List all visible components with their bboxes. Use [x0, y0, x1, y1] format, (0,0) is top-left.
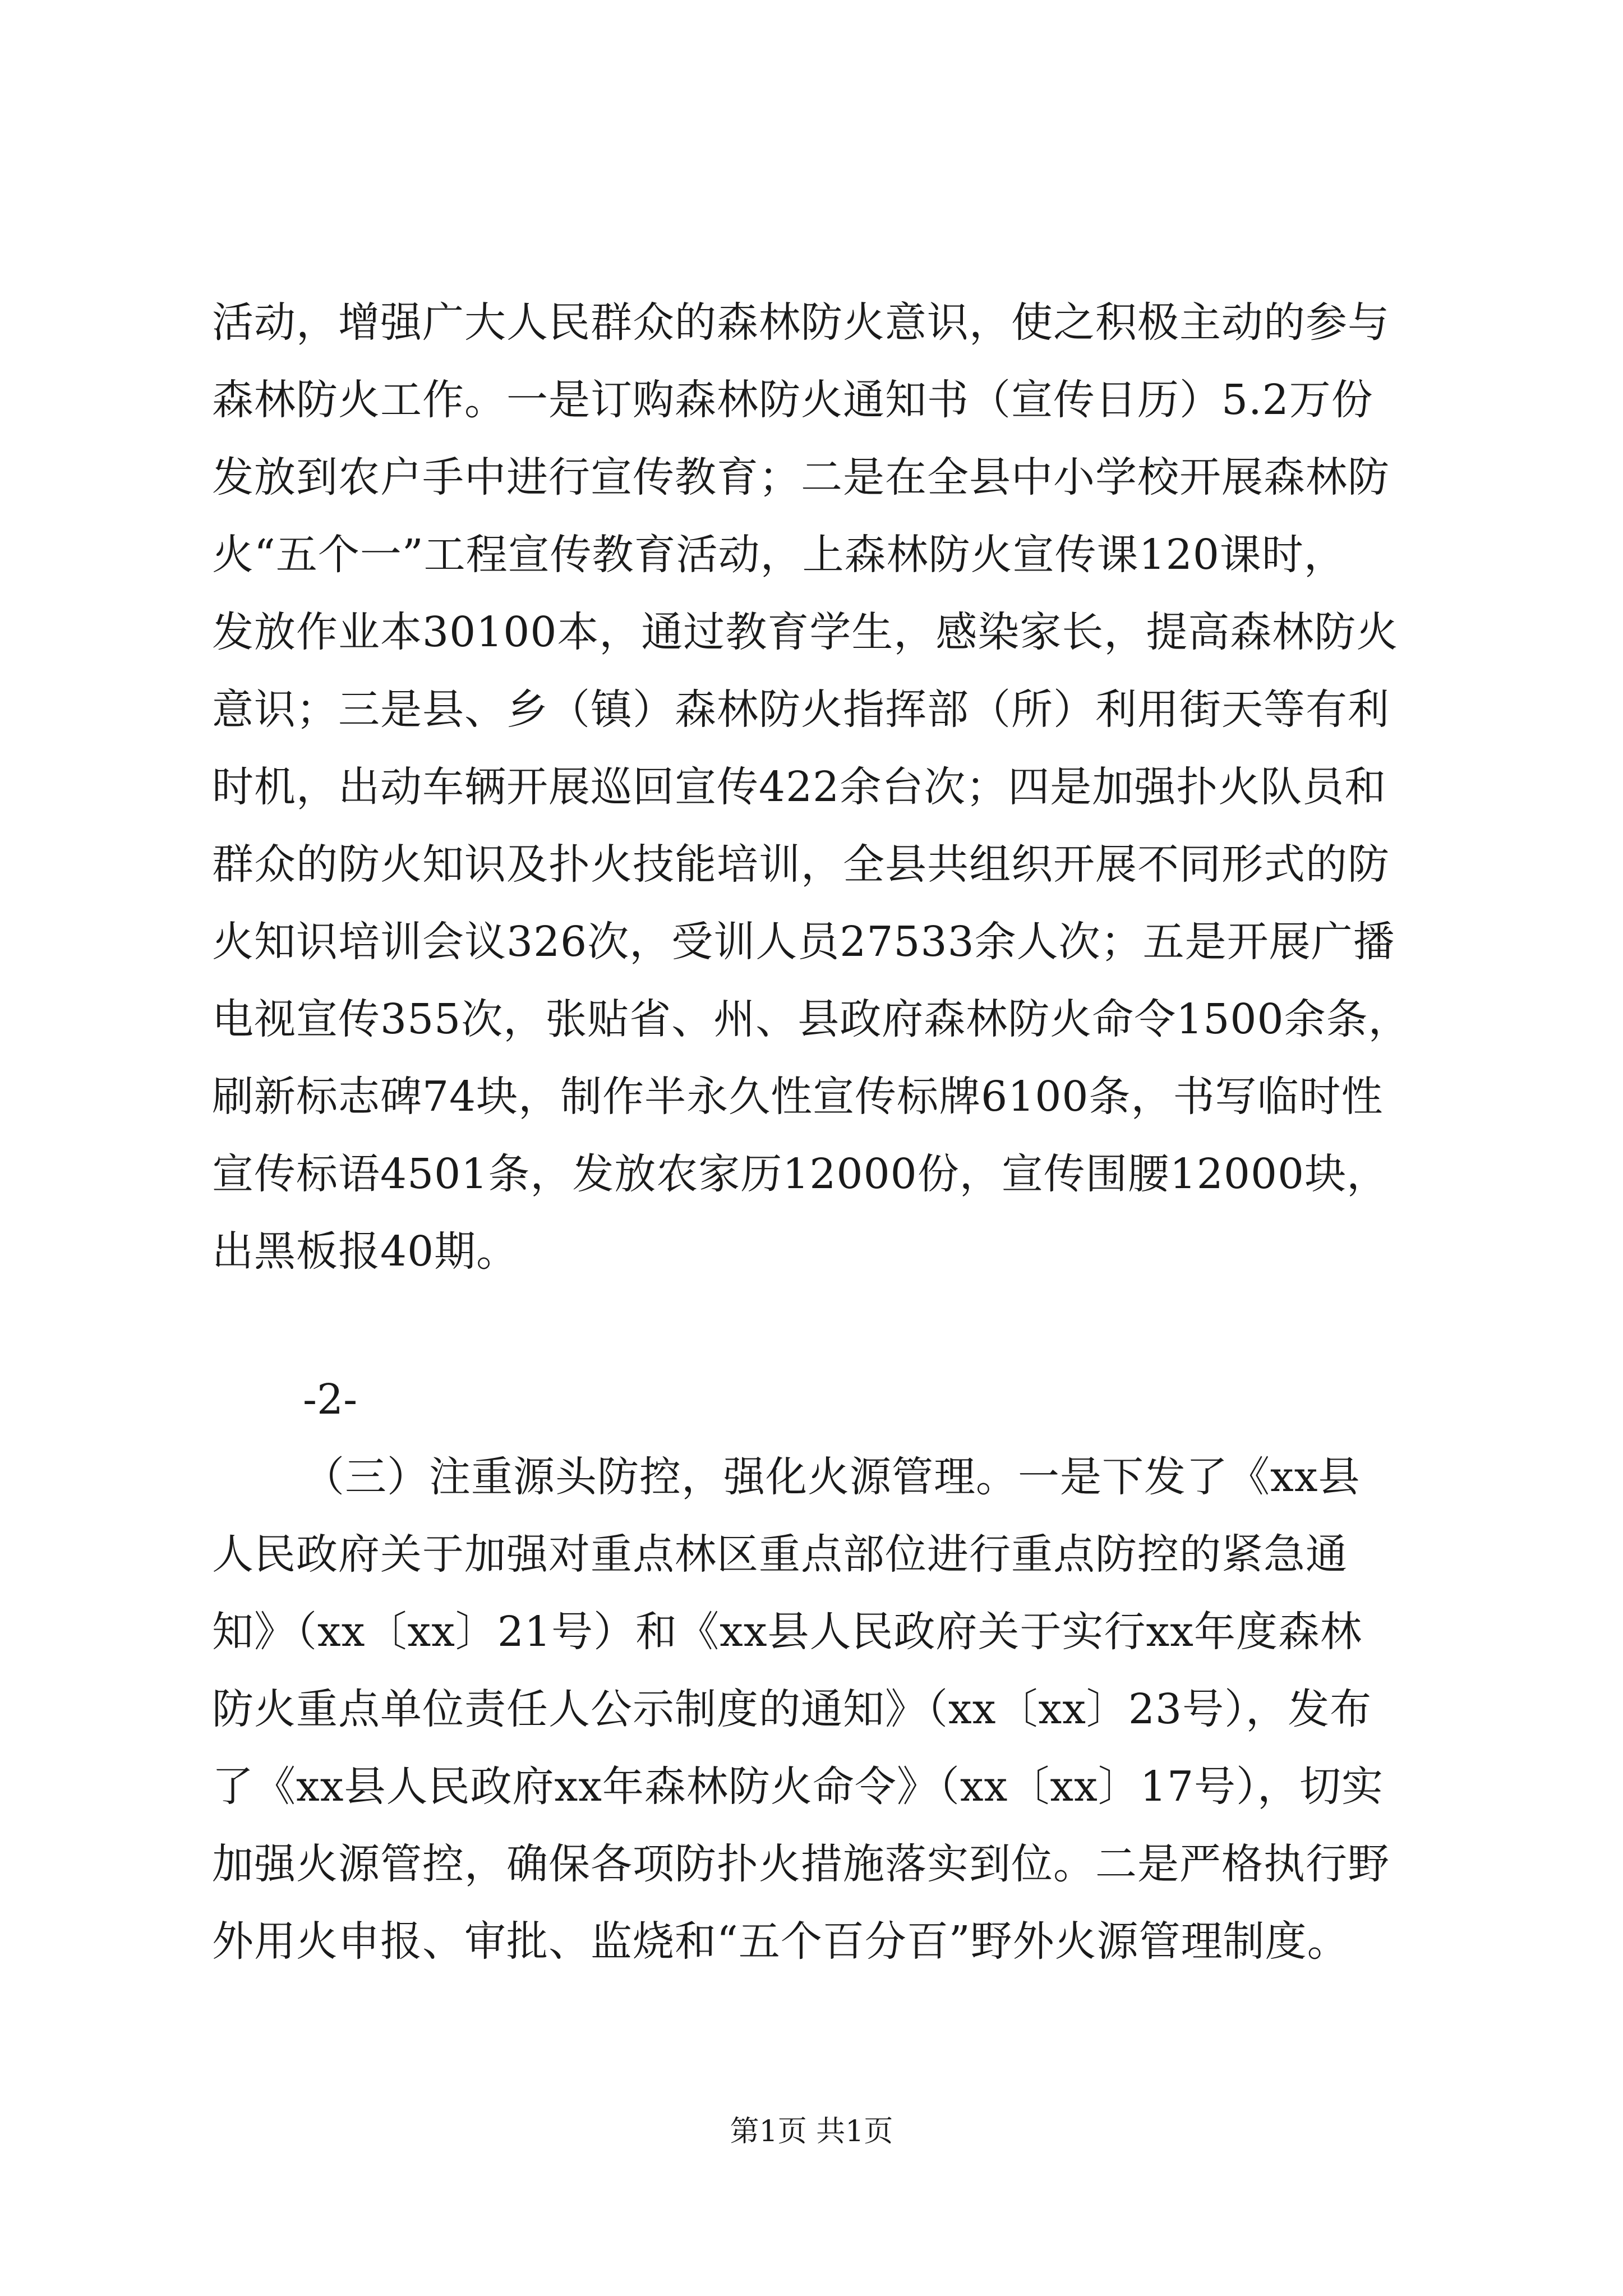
text-line: 出黑板报40期。: [212, 1227, 519, 1276]
text-line: 群众的防火知识及扑火技能培训，全县共组织开展不同形式的防: [212, 840, 1390, 889]
text-line: 火知识培训会议326次，受训人员27533余人次；五是开展广播: [212, 918, 1395, 966]
text-line: 火“五个一”工程宣传教育活动，上森林防火宣传课120课时，: [212, 531, 1346, 579]
text-line: 防火重点单位责任人公示制度的通知》（xx〔xx〕23号），发布: [212, 1685, 1372, 1733]
text-line: 加强火源管控，确保各项防扑火措施落实到位。二是严格执行野: [212, 1840, 1390, 1888]
text-line: 知》（xx〔xx〕21号）和《xx县人民政府关于实行xx年度森林: [212, 1608, 1363, 1656]
text-line: 了《xx县人民政府xx年森林防火命令》（xx〔xx〕17号），切实: [212, 1763, 1384, 1811]
text-line: 时机，出动车辆开展巡回宣传422余台次；四是加强扑火队员和: [212, 763, 1387, 811]
paragraph-heading-line: （三）注重源头防控，强化火源管理。一是下发了《xx县: [303, 1453, 1361, 1501]
text-line: 电视宣传355次，张贴省、州、县政府森林防火命令1500余条，: [212, 995, 1410, 1043]
text-line: 人民政府关于加强对重点林区重点部位进行重点防控的紧急通: [212, 1530, 1348, 1579]
text-line: 发放作业本30100本，通过教育学生，感染家长，提高森林防火: [212, 608, 1399, 656]
text-line: 宣传标语4501条，发放农家历12000份，宣传围腰12000块，: [212, 1150, 1389, 1198]
text-line: 活动，增强广大人民群众的森林防火意识，使之积极主动的参与: [212, 298, 1390, 347]
text-line: 发放到农户手中进行宣传教育；二是在全县中小学校开展森林防: [212, 453, 1390, 501]
page-footer: 第1页 共1页: [730, 2115, 893, 2148]
text-line: 刷新标志碑74块，制作半永久性宣传标牌6100条，书写临时性: [212, 1073, 1384, 1121]
text-line: 外用火申报、审批、监烧和“五个百分百”野外火源管理制度。: [212, 1917, 1349, 1966]
text-line: 森林防火工作。一是订购森林防火通知书（宣传日历）5.2万份: [212, 376, 1373, 424]
text-line: 意识；三是县、乡（镇）森林防火指挥部（所）利用街天等有利: [212, 685, 1390, 734]
page-marker: -2-: [303, 1375, 358, 1424]
